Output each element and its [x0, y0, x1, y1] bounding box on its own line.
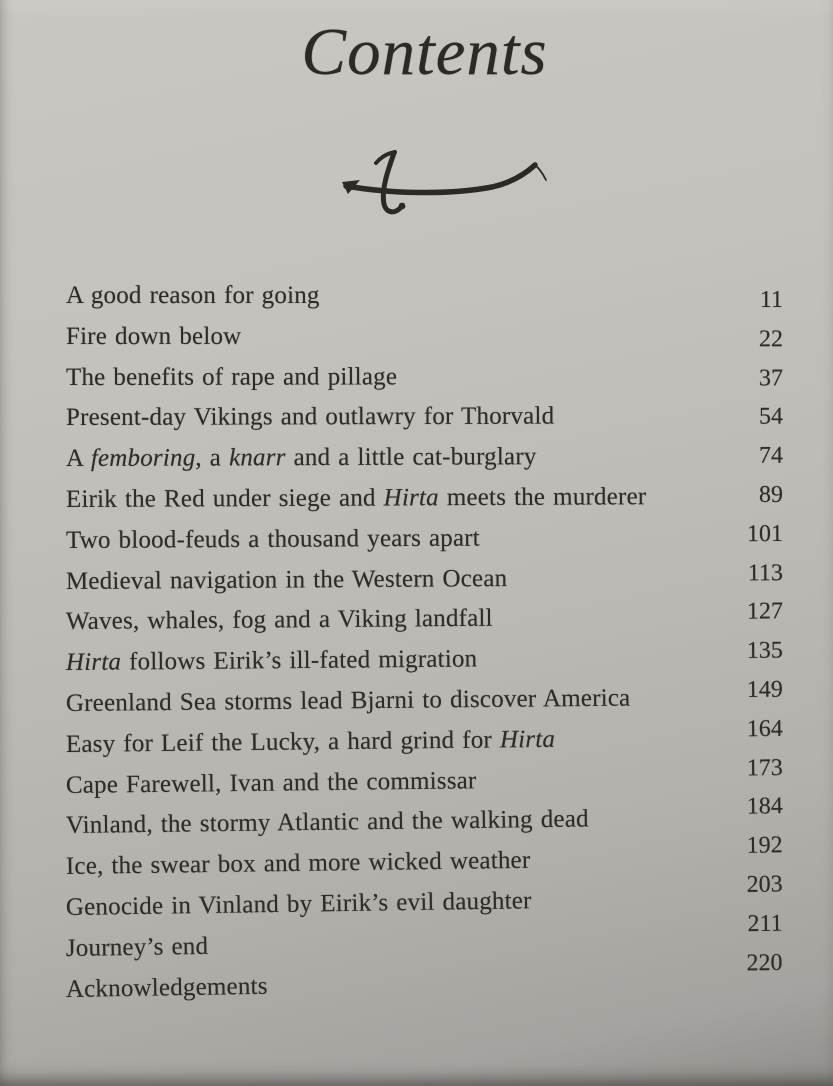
toc-entry-page-number: 220	[746, 949, 783, 976]
toc-row	[65, 637, 783, 690]
toc-entry-title: Journey’s end	[65, 932, 209, 962]
toc-entry-title: Medieval navigation in the Western Ocean	[65, 564, 508, 595]
toc-entry-page-number: 74	[758, 442, 784, 469]
toc-entry-title: Waves, whales, fog and a Viking landfall	[65, 605, 493, 636]
toc-entry-title: Easy for Leif the Lucky, a hard grind for Hirta	[65, 725, 556, 758]
toc-entry-page-number: 173	[746, 754, 783, 781]
toc-entry-title: A good reason for going	[66, 282, 320, 309]
toc-entry-page-number: 101	[746, 520, 784, 547]
toc-entry-title: Ice, the swear box and more wicked weather	[65, 846, 531, 881]
toc-entry-page-number: 192	[746, 832, 783, 859]
toc-row	[65, 598, 783, 649]
toc-entry-page-number: 54	[758, 403, 784, 430]
toc-entry-page-number: 135	[746, 637, 783, 664]
toc-entry-page-number: 113	[747, 559, 784, 586]
toc-entry-title: Present-day Vikings and outlawry for Thorvald	[65, 402, 555, 432]
toc-row	[66, 442, 783, 486]
toc-entry-title: Hirta follows Eirik’s ill-fated migration	[65, 645, 478, 677]
toc-entry-page-number: 22	[758, 326, 784, 353]
toc-entry-page-number: 37	[758, 364, 784, 391]
toc-entry-title: A femboring, a knarr and a little cat-burglary	[65, 443, 537, 473]
toc-entry-title: Genocide in Vinland by Eirik’s evil daughter	[65, 887, 532, 921]
table-of-contents	[66, 282, 783, 1016]
toc-entry-page-number: 184	[746, 793, 783, 820]
toc-entry-page-number: 164	[746, 715, 783, 742]
toc-entry-title: Cape Farewell, Ivan and the commissar	[65, 766, 477, 799]
toc-entry-page-number: 211	[747, 910, 783, 937]
toc-entry-title: Fire down below	[65, 322, 242, 350]
toc-row	[66, 282, 783, 323]
calligraphic-flourish-icon	[332, 142, 552, 232]
toc-row	[66, 483, 783, 527]
toc-row	[66, 322, 783, 363]
toc-entry-title: Greenland Sea storms lead Bjarni to discover America	[65, 684, 631, 717]
toc-entry-page-number: 203	[746, 871, 783, 898]
toc-entry-title: Vinland, the stormy Atlantic and the walking dead	[65, 805, 589, 840]
toc-entry-page-number: 149	[746, 676, 783, 703]
page-title: Contents	[301, 15, 548, 89]
toc-entry-title: Eirik the Red under siege and Hirta meets the murderer	[65, 483, 647, 513]
toc-row	[65, 520, 784, 568]
toc-row	[66, 362, 783, 404]
toc-entry-page-number: 89	[758, 481, 784, 508]
toc-entry-page-number: 11	[759, 287, 783, 313]
toc-row	[66, 402, 783, 445]
toc-row	[65, 559, 784, 609]
toc-entry-page-number: 127	[746, 598, 783, 625]
toc-entry-title: The benefits of rape and pillage	[65, 362, 398, 391]
toc-entry-title: Two blood-feuds a thousand years apart	[65, 524, 480, 554]
toc-entry-title: Acknowledgements	[65, 972, 268, 1003]
